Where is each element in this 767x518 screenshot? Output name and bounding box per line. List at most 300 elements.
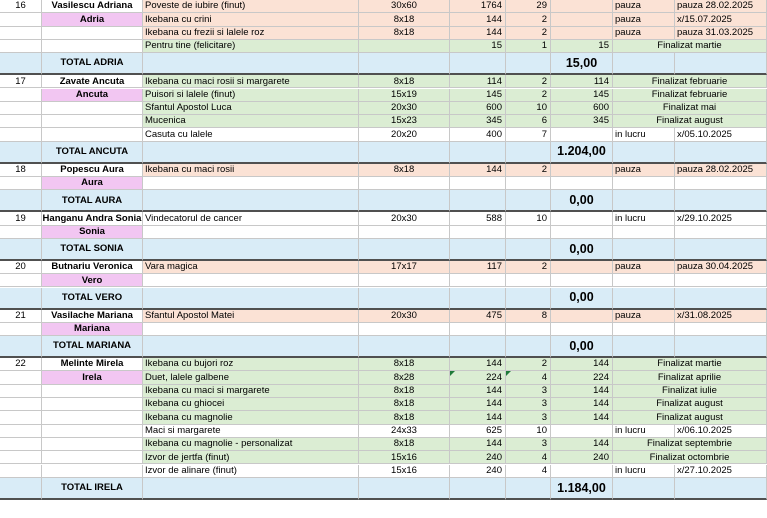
cell-c[interactable]: Pentru tine (felicitare) <box>143 40 359 53</box>
cell-i[interactable] <box>675 53 767 75</box>
cell-b[interactable]: TOTAL IRELA <box>42 478 143 500</box>
cell-g[interactable]: 144 <box>551 411 613 424</box>
cell-hi[interactable]: Finalizat martie <box>613 40 767 53</box>
cell-a[interactable] <box>0 438 42 451</box>
cell-c[interactable]: Ikebana cu crini <box>143 13 359 26</box>
cell-i[interactable] <box>675 239 767 261</box>
cell-g[interactable]: 0,00 <box>551 239 613 261</box>
cell-e[interactable] <box>450 53 506 75</box>
cell-c[interactable]: Ikebana cu magnolie - personalizat <box>143 438 359 451</box>
cell-e[interactable]: 144 <box>450 13 506 26</box>
table-row <box>0 425 767 438</box>
cell-e[interactable]: 1764 <box>450 0 506 13</box>
cell-h[interactable] <box>613 288 675 310</box>
cell-h[interactable]: pauza <box>613 13 675 26</box>
cell-e[interactable]: 145 <box>450 89 506 102</box>
cell-b[interactable] <box>42 425 143 438</box>
cell-a[interactable] <box>0 89 42 102</box>
cell-d[interactable]: 24x33 <box>359 425 450 438</box>
cell-f[interactable]: 2 <box>506 261 551 274</box>
cell-g[interactable]: 145 <box>551 89 613 102</box>
cell-a[interactable] <box>0 115 42 128</box>
cell-d[interactable] <box>359 288 450 310</box>
cell-a[interactable] <box>0 40 42 53</box>
cell-c[interactable]: Duet, lalele galbene <box>143 371 359 384</box>
cell-hi[interactable]: Finalizat august <box>613 411 767 424</box>
cell-i[interactable] <box>675 226 767 239</box>
cell-a[interactable]: 21 <box>0 310 42 323</box>
cell-b[interactable]: Butnariu Veronica <box>42 261 143 274</box>
cell-a[interactable] <box>0 323 42 336</box>
cell-h[interactable] <box>613 274 675 287</box>
total-row <box>0 142 767 164</box>
cell-c[interactable]: Sfantul Apostol Matei <box>143 310 359 323</box>
cell-a[interactable]: 16 <box>0 0 42 13</box>
cell-g[interactable]: 144 <box>551 385 613 398</box>
table-row <box>0 128 767 141</box>
cell-d[interactable]: 8x18 <box>359 75 450 88</box>
cell-c[interactable] <box>143 288 359 310</box>
cell-f[interactable]: 2 <box>506 13 551 26</box>
cell-a[interactable] <box>0 27 42 40</box>
cell-h[interactable]: in lucru <box>613 212 675 225</box>
cell-i[interactable]: x/31.08.2025 <box>675 310 767 323</box>
cell-b[interactable]: TOTAL VERO <box>42 288 143 310</box>
cell-d[interactable]: 8x18 <box>359 411 450 424</box>
cell-e[interactable]: 400 <box>450 128 506 141</box>
cell-d[interactable]: 15x19 <box>359 89 450 102</box>
table-row <box>0 177 767 190</box>
cell-e[interactable]: 114 <box>450 75 506 88</box>
comment-flag-icon <box>506 371 511 376</box>
cell-i[interactable]: pauza 28.02.2025 <box>675 0 767 13</box>
cell-h[interactable]: in lucru <box>613 425 675 438</box>
table-row <box>0 164 767 177</box>
cell-c[interactable]: Vara magica <box>143 261 359 274</box>
cell-a[interactable]: 17 <box>0 75 42 88</box>
cell-b[interactable]: Vasilescu Adriana <box>42 0 143 13</box>
cell-f[interactable]: 29 <box>506 0 551 13</box>
cell-d[interactable] <box>359 323 450 336</box>
cell-d[interactable]: 20x30 <box>359 212 450 225</box>
cell-h[interactable] <box>613 142 675 164</box>
cell-f[interactable] <box>506 53 551 75</box>
cell-b[interactable] <box>42 128 143 141</box>
cell-b[interactable]: TOTAL ANCUTA <box>42 142 143 164</box>
cell-i[interactable] <box>675 323 767 336</box>
cell-a[interactable] <box>0 142 42 164</box>
cell-f[interactable]: 3 <box>506 438 551 451</box>
cell-g[interactable]: 0,00 <box>551 336 613 358</box>
cell-b[interactable] <box>42 385 143 398</box>
cell-e[interactable]: 240 <box>450 451 506 464</box>
cell-e[interactable] <box>450 226 506 239</box>
cell-g[interactable]: 0,00 <box>551 190 613 212</box>
cell-f[interactable] <box>506 142 551 164</box>
cell-b[interactable] <box>42 465 143 478</box>
cell-d[interactable] <box>359 177 450 190</box>
cell-c[interactable]: Ikebana cu maci rosii si margarete <box>143 75 359 88</box>
cell-e[interactable]: 345 <box>450 115 506 128</box>
cell-g[interactable]: 144 <box>551 438 613 451</box>
cell-c[interactable] <box>143 190 359 212</box>
cell-f[interactable]: 1 <box>506 40 551 53</box>
cell-g[interactable] <box>551 27 613 40</box>
cell-b[interactable] <box>42 438 143 451</box>
cell-d[interactable]: 8x18 <box>359 385 450 398</box>
cell-e[interactable] <box>450 478 506 500</box>
cell-g[interactable]: 600 <box>551 102 613 115</box>
cell-i[interactable]: x/27.10.2025 <box>675 465 767 478</box>
cell-a[interactable] <box>0 288 42 310</box>
cell-h[interactable]: pauza <box>613 164 675 177</box>
cell-e[interactable]: 224 <box>450 371 506 384</box>
cell-i[interactable]: pauza 30.04.2025 <box>675 261 767 274</box>
cell-d[interactable]: 8x18 <box>359 358 450 371</box>
cell-hi[interactable]: Finalizat august <box>613 398 767 411</box>
cell-h[interactable]: in lucru <box>613 128 675 141</box>
cell-h[interactable]: pauza <box>613 0 675 13</box>
cell-d[interactable]: 8x18 <box>359 438 450 451</box>
cell-e[interactable]: 144 <box>450 27 506 40</box>
cell-b[interactable] <box>42 102 143 115</box>
cell-c[interactable]: Maci si margarete <box>143 425 359 438</box>
cell-h[interactable]: pauza <box>613 27 675 40</box>
cell-f[interactable] <box>506 478 551 500</box>
cell-a[interactable] <box>0 239 42 261</box>
cell-e[interactable]: 117 <box>450 261 506 274</box>
cell-h[interactable] <box>613 226 675 239</box>
cell-i[interactable] <box>675 274 767 287</box>
cell-e[interactable]: 144 <box>450 164 506 177</box>
table-row <box>0 115 767 128</box>
cell-h[interactable] <box>613 190 675 212</box>
cell-a[interactable] <box>0 371 42 384</box>
cell-c[interactable]: Ikebana cu maci rosii <box>143 164 359 177</box>
cell-hi[interactable]: Finalizat februarie <box>613 89 767 102</box>
cell-b[interactable]: Adria <box>42 13 143 26</box>
cell-c[interactable] <box>143 142 359 164</box>
cell-b[interactable]: Aura <box>42 177 143 190</box>
cell-b[interactable]: TOTAL MARIANA <box>42 336 143 358</box>
cell-f[interactable]: 3 <box>506 398 551 411</box>
cell-f[interactable]: 6 <box>506 115 551 128</box>
cell-f[interactable]: 2 <box>506 27 551 40</box>
cell-i[interactable] <box>675 142 767 164</box>
cell-b[interactable] <box>42 40 143 53</box>
cell-d[interactable]: 20x30 <box>359 310 450 323</box>
table-row <box>0 27 767 40</box>
cell-a[interactable] <box>0 465 42 478</box>
cell-i[interactable]: pauza 31.03.2025 <box>675 27 767 40</box>
cell-hi[interactable]: Finalizat august <box>613 115 767 128</box>
cell-e[interactable]: 15 <box>450 40 506 53</box>
cell-b[interactable] <box>42 411 143 424</box>
cell-e[interactable]: 600 <box>450 102 506 115</box>
cell-d[interactable]: 8x18 <box>359 164 450 177</box>
cell-d[interactable]: 15x16 <box>359 451 450 464</box>
cell-f[interactable]: 4 <box>506 465 551 478</box>
cell-g[interactable]: 1.204,00 <box>551 142 613 164</box>
cell-d[interactable]: 15x23 <box>359 115 450 128</box>
cell-d[interactable] <box>359 478 450 500</box>
cell-b[interactable]: Mariana <box>42 323 143 336</box>
cell-b[interactable]: Ancuta <box>42 89 143 102</box>
cell-b[interactable]: Vero <box>42 274 143 287</box>
cell-c[interactable]: Ikebana cu maci si margarete <box>143 385 359 398</box>
cell-c[interactable] <box>143 177 359 190</box>
cell-g[interactable] <box>551 177 613 190</box>
cell-e[interactable]: 144 <box>450 438 506 451</box>
cell-b[interactable]: Vasilache Mariana <box>42 310 143 323</box>
cell-e[interactable]: 144 <box>450 411 506 424</box>
cell-g[interactable] <box>551 128 613 141</box>
cell-g[interactable]: 240 <box>551 451 613 464</box>
cell-d[interactable]: 8x18 <box>359 13 450 26</box>
cell-c[interactable]: Izvor de alinare (finut) <box>143 465 359 478</box>
cell-d[interactable]: 15x16 <box>359 465 450 478</box>
cell-g[interactable] <box>551 226 613 239</box>
cell-d[interactable] <box>359 239 450 261</box>
cell-hi[interactable]: Finalizat februarie <box>613 75 767 88</box>
cell-g[interactable]: 0,00 <box>551 288 613 310</box>
cell-f[interactable]: 3 <box>506 385 551 398</box>
cell-h[interactable] <box>613 239 675 261</box>
cell-hi[interactable]: Finalizat septembrie <box>613 438 767 451</box>
cell-i[interactable] <box>675 177 767 190</box>
cell-h[interactable]: in lucru <box>613 465 675 478</box>
cell-g[interactable] <box>551 274 613 287</box>
cell-g[interactable] <box>551 261 613 274</box>
cell-h[interactable]: pauza <box>613 310 675 323</box>
cell-g[interactable]: 114 <box>551 75 613 88</box>
cell-a[interactable]: 18 <box>0 164 42 177</box>
cell-f[interactable]: 2 <box>506 164 551 177</box>
cell-f[interactable] <box>506 274 551 287</box>
cell-a[interactable]: 22 <box>0 358 42 371</box>
cell-c[interactable] <box>143 239 359 261</box>
cell-f[interactable] <box>506 336 551 358</box>
cell-d[interactable] <box>359 53 450 75</box>
table-row <box>0 274 767 287</box>
cell-b[interactable] <box>42 398 143 411</box>
cell-d[interactable]: 30x60 <box>359 0 450 13</box>
cell-a[interactable] <box>0 478 42 500</box>
cell-e[interactable]: 588 <box>450 212 506 225</box>
cell-i[interactable]: x/06.10.2025 <box>675 425 767 438</box>
cell-g[interactable] <box>551 425 613 438</box>
cell-f[interactable]: 2 <box>506 358 551 371</box>
cell-d[interactable]: 17x17 <box>359 261 450 274</box>
cell-a[interactable] <box>0 336 42 358</box>
cell-f[interactable]: 10 <box>506 102 551 115</box>
cell-a[interactable] <box>0 398 42 411</box>
cell-f[interactable]: 10 <box>506 425 551 438</box>
cell-b[interactable]: TOTAL ADRIA <box>42 53 143 75</box>
cell-h[interactable] <box>613 336 675 358</box>
cell-e[interactable] <box>450 274 506 287</box>
cell-c[interactable] <box>143 478 359 500</box>
cell-c[interactable]: Puisori si lalele (finut) <box>143 89 359 102</box>
cell-b[interactable]: Hanganu Andra Sonia <box>42 212 142 224</box>
cell-h[interactable] <box>613 478 675 500</box>
cell-h[interactable] <box>613 53 675 75</box>
cell-i[interactable] <box>675 336 767 358</box>
cell-a[interactable] <box>0 177 42 190</box>
cell-c[interactable] <box>143 274 359 287</box>
cell-c[interactable]: Poveste de iubire (finut) <box>143 0 359 13</box>
cell-a[interactable] <box>0 13 42 26</box>
cell-i[interactable]: x/05.10.2025 <box>675 128 767 141</box>
cell-d[interactable] <box>359 190 450 212</box>
cell-d[interactable]: 20x20 <box>359 128 450 141</box>
cell-d[interactable] <box>359 274 450 287</box>
cell-c[interactable]: Vindecatorul de cancer <box>143 212 359 225</box>
total-row <box>0 288 767 310</box>
cell-a[interactable]: 20 <box>0 261 42 274</box>
cell-hi[interactable]: Finalizat aprilie <box>613 371 767 384</box>
cell-c[interactable] <box>143 226 359 239</box>
cell-f[interactable] <box>506 226 551 239</box>
cell-e[interactable]: 240 <box>450 465 506 478</box>
cell-hi[interactable]: Finalizat octombrie <box>613 451 767 464</box>
cell-b[interactable] <box>42 27 143 40</box>
cell-e[interactable] <box>450 190 506 212</box>
cell-a[interactable] <box>0 385 42 398</box>
cell-c[interactable]: Izvor de jertfa (finut) <box>143 451 359 464</box>
cell-d[interactable] <box>359 40 450 53</box>
cell-g[interactable]: 15,00 <box>551 53 613 75</box>
cell-h[interactable]: pauza <box>613 261 675 274</box>
cell-h[interactable] <box>613 177 675 190</box>
cell-hi[interactable]: Finalizat mai <box>613 102 767 115</box>
cell-d[interactable]: 20x30 <box>359 102 450 115</box>
cell-b[interactable]: Sonia <box>42 226 143 239</box>
cell-a[interactable] <box>0 274 42 287</box>
cell-b[interactable] <box>42 115 143 128</box>
cell-f[interactable]: 3 <box>506 411 551 424</box>
cell-c[interactable]: Sfantul Apostol Luca <box>143 102 359 115</box>
cell-g[interactable] <box>551 164 613 177</box>
cell-e[interactable]: 475 <box>450 310 506 323</box>
cell-e[interactable]: 625 <box>450 425 506 438</box>
cell-g[interactable] <box>551 323 613 336</box>
table-row <box>0 358 767 371</box>
cell-b[interactable]: TOTAL AURA <box>42 190 143 212</box>
cell-e[interactable]: 144 <box>450 398 506 411</box>
table-row <box>0 465 767 478</box>
cell-e[interactable] <box>450 336 506 358</box>
cell-c[interactable]: Ikebana cu ghiocei <box>143 398 359 411</box>
cell-e[interactable]: 144 <box>450 358 506 371</box>
cell-d[interactable]: 8x18 <box>359 27 450 40</box>
cell-b[interactable] <box>42 451 143 464</box>
total-row <box>0 190 767 212</box>
cell-b[interactable]: Irela <box>42 371 143 384</box>
cell-g[interactable] <box>551 212 613 225</box>
cell-a[interactable] <box>0 451 42 464</box>
cell-d[interactable] <box>359 336 450 358</box>
cell-i[interactable] <box>675 190 767 212</box>
cell-c[interactable] <box>143 323 359 336</box>
cell-g[interactable]: 345 <box>551 115 613 128</box>
cell-c[interactable]: Ikebana cu frezii si lalele roz <box>143 27 359 40</box>
cell-f[interactable]: 8 <box>506 310 551 323</box>
comment-flag-icon <box>450 371 455 376</box>
cell-g[interactable] <box>551 465 613 478</box>
cell-a[interactable] <box>0 226 42 239</box>
cell-d[interactable]: 8x18 <box>359 398 450 411</box>
cell-g[interactable]: 1.184,00 <box>551 478 613 500</box>
cell-f[interactable]: 7 <box>506 128 551 141</box>
cell-a[interactable]: 19 <box>0 212 42 225</box>
cell-i[interactable]: x/15.07.2025 <box>675 13 767 26</box>
cell-h[interactable] <box>613 323 675 336</box>
cell-d[interactable] <box>359 226 450 239</box>
cell-g[interactable]: 15 <box>551 40 613 53</box>
cell-e[interactable]: 144 <box>450 385 506 398</box>
cell-a[interactable] <box>0 425 42 438</box>
cell-a[interactable] <box>0 102 42 115</box>
cell-f[interactable] <box>506 288 551 310</box>
cell-a[interactable] <box>0 190 42 212</box>
cell-f[interactable] <box>506 323 551 336</box>
cell-c[interactable]: Ikebana cu bujori roz <box>143 358 359 371</box>
total-row <box>0 336 767 358</box>
cell-d[interactable] <box>359 142 450 164</box>
cell-b[interactable]: Melinte Mirela <box>42 358 143 371</box>
cell-c[interactable]: Ikebana cu magnolie <box>143 411 359 424</box>
cell-e[interactable] <box>450 239 506 261</box>
cell-g[interactable] <box>551 13 613 26</box>
cell-f[interactable]: 4 <box>506 451 551 464</box>
cell-c[interactable] <box>143 336 359 358</box>
cell-c[interactable] <box>143 53 359 75</box>
cell-f[interactable] <box>506 239 551 261</box>
cell-hi[interactable]: Finalizat martie <box>613 358 767 371</box>
cell-g[interactable]: 224 <box>551 371 613 384</box>
cell-i[interactable]: pauza 28.02.2025 <box>675 164 767 177</box>
cell-a[interactable] <box>0 128 42 141</box>
cell-b[interactable]: TOTAL SONIA <box>42 239 143 261</box>
cell-f[interactable]: 2 <box>506 89 551 102</box>
cell-e[interactable] <box>450 142 506 164</box>
cell-d[interactable]: 8x28 <box>359 371 450 384</box>
cell-f[interactable]: 4 <box>506 371 551 384</box>
cell-c[interactable]: Mucenica <box>143 115 359 128</box>
cell-f[interactable]: 10 <box>506 212 551 225</box>
cell-g[interactable] <box>551 310 613 323</box>
cell-g[interactable]: 144 <box>551 398 613 411</box>
cell-b[interactable]: Zavate Ancuta <box>42 75 143 88</box>
cell-c[interactable]: Casuta cu lalele <box>143 128 359 141</box>
cell-i[interactable]: x/29.10.2025 <box>675 212 767 225</box>
cell-g[interactable] <box>551 0 613 13</box>
cell-a[interactable] <box>0 53 42 75</box>
cell-f[interactable]: 2 <box>506 75 551 88</box>
cell-hi[interactable]: Finalizat iulie <box>613 385 767 398</box>
cell-e[interactable] <box>450 288 506 310</box>
cell-g[interactable]: 144 <box>551 358 613 371</box>
cell-i[interactable] <box>675 288 767 310</box>
cell-a[interactable] <box>0 411 42 424</box>
cell-i[interactable] <box>675 478 767 500</box>
cell-f[interactable] <box>506 177 551 190</box>
cell-b[interactable]: Popescu Aura <box>42 164 143 177</box>
cell-f[interactable] <box>506 190 551 212</box>
cell-e[interactable] <box>450 323 506 336</box>
cell-e[interactable] <box>450 177 506 190</box>
